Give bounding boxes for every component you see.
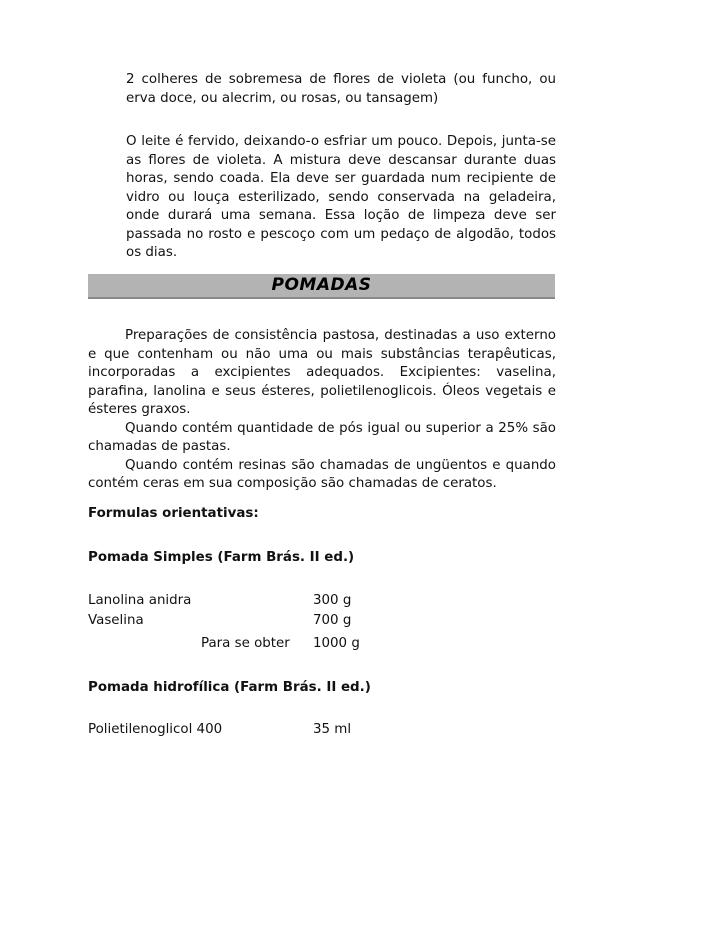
formula1-row <box>88 636 556 654</box>
formula1-title: Pomada Simples (Farm Brás. II ed.) <box>88 550 355 565</box>
pastas-paragraph: Quando contém quantidade de pós igual ou superior a 25% são chamadas de pastas. <box>88 420 556 454</box>
definition-paragraph: Preparações de consistência pastosa, destinadas a uso externo e que contenham ou não uma ou mais substâncias terapêuticas, incorporadas a excipientes adequados. Excipientes: vaselina, parafina, lanolina e seus ésteres, polietilenoglicois. Óleos vegetais e ésteres graxos. <box>88 328 556 417</box>
section-banner <box>88 274 555 299</box>
formulas-heading: Formulas orientativas: <box>88 506 259 521</box>
formula2-row <box>88 722 556 740</box>
ungentos-paragraph: Quando contém resinas são chamadas de ungüentos e quando contém ceras em sua composição são chamadas de ceratos. <box>88 457 556 491</box>
yield-note: Para se obter <box>201 636 290 651</box>
method-paragraph: O leite é fervido, deixando-o esfriar um pouco. Depois, junta-se as flores de violeta. A mistura deve descansar durante duas horas, sendo coada. Ela deve ser guardada num recipiente de vidro ou louça esterilizado, sendo conservada na geladeira, onde durará uma semana. Essa loção de limpeza deve ser passada no rosto e pescoço com um pedaço de algodão, todos os dias. <box>126 134 556 260</box>
ingredient-name: Polietilenoglicol 400 <box>88 722 223 737</box>
ingredient-line: 2 colheres de sobremesa de flores de violeta (ou funcho, ou erva doce, ou alecrim, ou rosas, ou tansagem) <box>126 72 556 106</box>
section-body <box>88 327 556 494</box>
section-title: POMADAS <box>271 275 372 295</box>
formula1-row <box>88 593 556 611</box>
ingredient-amount: 300 g <box>313 593 352 608</box>
ingredient-name: Lanolina anidra <box>88 593 192 608</box>
formula2-title: Pomada hidrofílica (Farm Brás. II ed.) <box>88 680 371 695</box>
ingredient-amount: 700 g <box>313 613 352 628</box>
formula1-row <box>88 613 556 631</box>
ingredient-amount: 35 ml <box>313 722 352 737</box>
ingredient-amount: 1000 g <box>313 636 360 651</box>
ingredient-name: Vaselina <box>88 613 144 628</box>
